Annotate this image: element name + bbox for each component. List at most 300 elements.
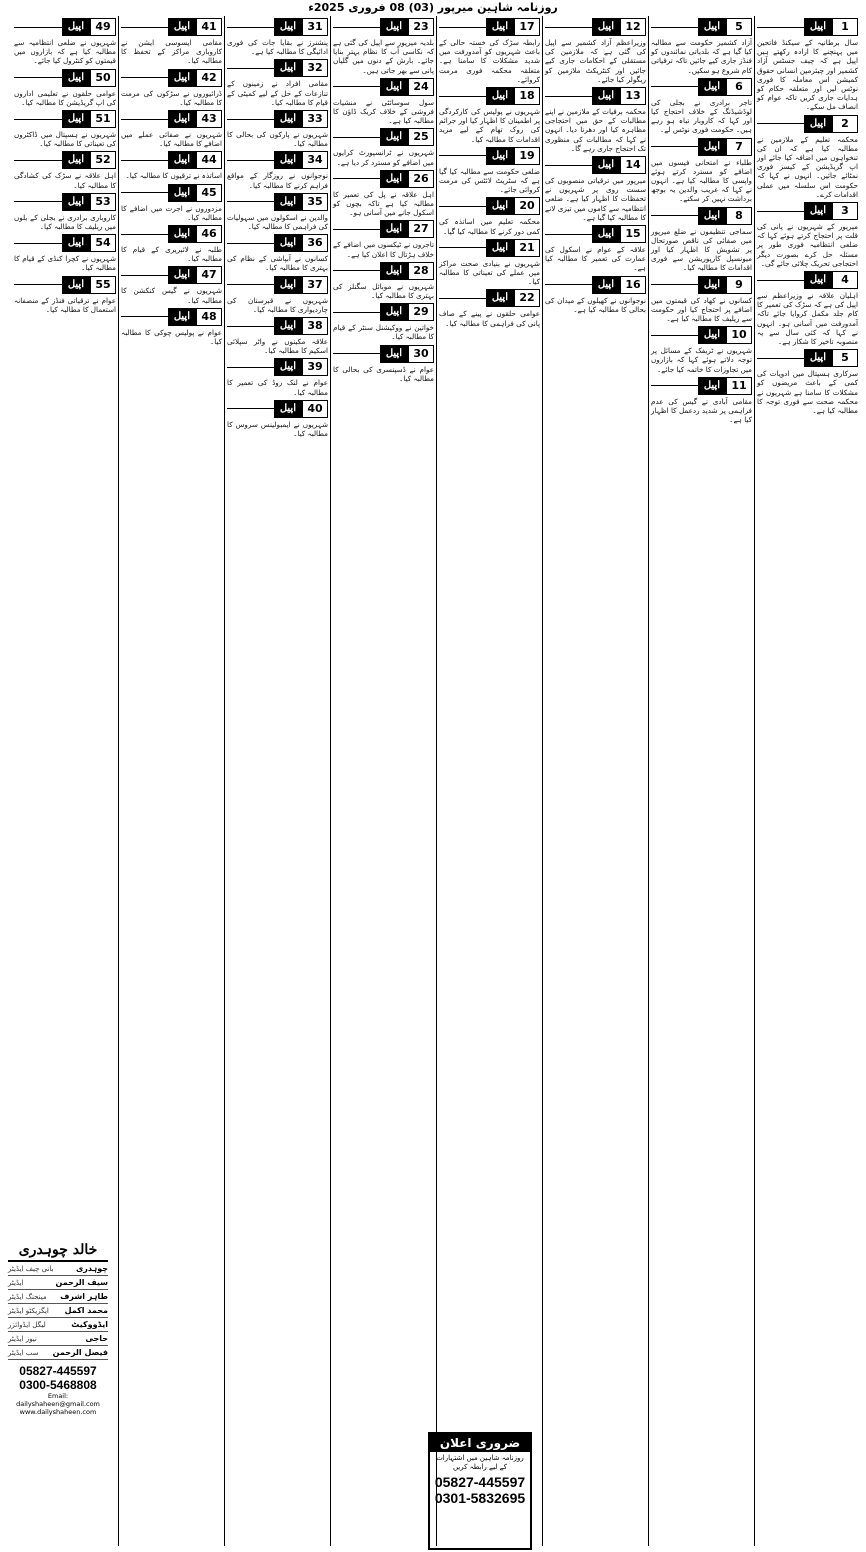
news-item-label: اپیل [804,202,832,220]
news-item [439,147,540,195]
news-item-text: مزدوروں نے اجرت میں اضافے کا مطالبہ کیا۔ [121,203,222,222]
header-rule [227,367,274,368]
news-item-header [651,78,752,96]
news-item-number: 39 [302,358,328,376]
header-rule [545,284,592,285]
news-item-text: شہریوں نے ایمبولینس سروس کا مطالبہ کیا۔ [227,419,328,439]
header-rule [14,160,62,161]
news-item-number: 28 [408,262,434,280]
news-item [757,349,858,415]
news-item [14,193,116,231]
news-item-label: اپیل [592,18,620,36]
news-item-number: 24 [408,78,434,96]
news-item [333,220,434,258]
news-item-number: 10 [726,326,752,344]
news-item [121,266,222,304]
news-item-header [333,345,434,363]
staff-box [8,1240,108,1416]
header-rule [333,312,380,313]
news-item-header [545,87,646,105]
news-item [121,151,222,180]
news-item-label: اپیل [274,110,302,128]
news-item-header [121,308,222,326]
news-item-header [651,276,752,294]
news-item-number: 7 [726,138,752,156]
news-item-number: 31 [302,18,328,36]
phone-2: 0300-5468808 [19,1378,97,1392]
news-item-text: شہریوں نے ضلعی انتظامیہ سے مطالبہ کیا ہے کہ بازاروں میں قیمتوں کو کنٹرول کیا جائے۔ [14,38,116,66]
news-item-text: اساتذہ نے ترقیوں کا مطالبہ کیا۔ [125,171,222,181]
header-rule [651,284,698,285]
news-item-text: کسانوں نے کھاد کی قیمتوں میں اضافے پر احتجاج کیا اور حکومت سے ریلیف کا مطالبہ کیا ہے۔ [651,295,752,324]
news-item-text: عوام نے ترقیاتی فنڈز کے منصفانہ استعمال کا مطالبہ کیا۔ [14,295,116,314]
news-item-header [227,358,328,376]
news-item-text: محکمہ تعلیم کے ملازمین نے مطالبہ کیا ہے کہ ان کی تنخواہوں میں اضافہ کیا جائے اور اپ گریڈیشن کے کیسز فوری نمٹائے جائیں۔ انہوں نے کہا کہ حکومت اس سلسلہ میں عملی اقدامات کرے۔ [757,134,858,199]
staff-name: محمد اکمل [64,1306,108,1315]
news-item [439,18,540,84]
news-item-label: اپیل [62,69,90,87]
news-item-header [14,193,116,211]
news-item-header [227,18,328,36]
news-item-number: 53 [90,193,116,211]
news-item-header [757,115,858,133]
news-item [227,59,328,107]
news-item-number: 20 [514,197,540,215]
header-rule [757,358,804,359]
notice-box [428,1432,532,1550]
news-item-text: عوام نے پولیس چوکی کا مطالبہ کیا۔ [121,327,222,347]
news-item-number: 38 [302,317,328,335]
news-item-header [227,400,328,418]
news-item-label: اپیل [62,234,90,252]
masthead: روزنامہ شاہین میرپور (03) 08 فروری 2025ء [308,1,558,14]
news-item-text: تاجروں نے ٹیکسوں میں اضافے کے خلاف ہڑتال کا اعلان کیا ہے۔ [333,240,434,259]
news-item [439,239,540,287]
news-item-text: شہریوں نے کچرا کنڈی کے قیام کا مطالبہ کیا۔ [14,254,116,273]
header-rule [545,27,592,28]
news-item-text: رابطہ سڑک کی خستہ حالی کے باعث شہریوں کو آمدورفت میں شدید مشکلات کا سامنا ہے۔ متعلقہ محکمہ فوری مرمت کروائے۔ [439,38,540,84]
staff-row [8,1262,108,1276]
header-rule [333,229,380,230]
news-item-number: 2 [832,115,858,133]
news-column [542,16,648,1546]
header-rule [121,316,168,317]
news-item-header [757,18,858,36]
news-item-label: اپیل [592,276,620,294]
news-item-header [757,202,858,220]
news-item-number: 6 [726,78,752,96]
news-item-number: 25 [408,128,434,146]
news-item-label: اپیل [486,147,514,165]
news-item-text: شہریوں نے موبائل سگنلز کی بہتری کا مطالبہ کیا۔ [333,281,434,301]
news-item [439,289,540,327]
news-item-header [333,18,434,36]
news-item-label: اپیل [698,276,726,294]
news-item-label: اپیل [486,18,514,36]
news-item-number: 15 [620,225,646,243]
staff-name: سیف الرحمن [55,1278,108,1287]
news-item-number: 55 [90,276,116,294]
header-rule [227,284,274,285]
news-item-label: اپیل [592,87,620,105]
news-item-number: 35 [302,193,328,211]
news-item [333,303,434,341]
news-item [227,317,328,355]
news-item-text: طلبہ نے لائبریری کے قیام کا مطالبہ کیا۔ [121,245,222,264]
staff-role: ایگزیکٹو ایڈیٹر [8,1306,49,1315]
news-item [227,110,328,148]
news-item-label: اپیل [62,18,90,36]
header-rule [439,27,486,28]
news-item-text: شہریوں نے ہسپتال میں ڈاکٹروں کی تعیناتی کا مطالبہ کیا۔ [14,130,116,149]
news-item-text: طلباء نے امتحانی فیسوں میں اضافے کو مسترد کرتے ہوئے واپسی کا مطالبہ کیا ہے۔ انہوں نے کہا کہ غریب والدین یہ بوجھ برداشت نہیں کر سکتے۔ [651,157,752,204]
header-rule [227,160,274,161]
header-rule [545,96,592,97]
news-item-label: اپیل [380,170,408,188]
news-item-number: 44 [196,151,222,169]
staff-row [8,1304,108,1318]
header-rule [227,408,274,409]
news-item-number: 3 [832,202,858,220]
news-item-label: اپیل [380,78,408,96]
news-item-text: آزاد کشمیر حکومت سے مطالبہ کیا گیا ہے کہ بلدیاتی نمائندوں کو فنڈز جاری کیے جائیں تاکہ ترقیاتی کام شروع ہو سکیں۔ [651,38,752,75]
news-item [121,184,222,222]
news-item-text: نوجوانوں نے روزگار کے مواقع فراہم کرنے کا مطالبہ کیا۔ [227,171,328,190]
news-item-header [439,87,540,105]
header-rule [333,137,380,138]
staff-role: سب ایڈیٹر [8,1348,39,1357]
news-item-text: شہریوں نے ٹریفک کے مسائل پر توجہ دلاتے ہوئے کہا کہ بازاروں میں تجاوزات کا خاتمہ کیا جائے۔ [651,346,752,374]
header-rule [333,86,380,87]
news-item-text: سال برطانیہ کے سیکنڈ فاتحین میں پہنچنے کا ارادہ رکھتے ہیں اپیل ہے کہ چیف جسٹس آزاد کشمیر اور چیئرمین انسانی حقوق کمیشن اس معاملہ کا فوری نوٹس لیں اور متعلقہ حکام کو ہدایات جاری کریں تاکہ عوام کو انصاف مل سکے۔ [757,38,858,112]
news-item-label: اپیل [62,151,90,169]
news-item-text: پنشنرز نے بقایا جات کی فوری ادائیگی کا مطالبہ کیا ہے۔ [227,38,328,57]
header-rule [757,123,804,124]
news-item-text: بلدیہ میرپور سے اپیل کی گئی ہے کہ نکاسی آب کا نظام بہتر بنایا جائے۔ بارش کے دنوں میں گلیاں پانی سے بھر جاتی ہیں۔ [333,38,434,75]
news-item-label: اپیل [168,308,196,326]
news-item [121,308,222,346]
notice-body: روزنامہ شاہین میں اشتہارات کے لیے رابطہ کریں [436,1454,524,1471]
news-item-header [227,110,328,128]
header-rule [439,298,486,299]
header-rule [757,280,804,281]
news-item [14,110,116,148]
news-item-label: اپیل [486,239,514,257]
news-column [754,16,860,1546]
news-item-number: 46 [196,225,222,243]
header-rule [14,27,62,28]
news-item-number: 42 [196,69,222,87]
news-column [224,16,330,1546]
news-item [439,197,540,235]
news-item-number: 29 [408,303,434,321]
news-item [227,193,328,231]
news-item-label: اپیل [804,349,832,367]
staff-name: چوہدری [75,1264,108,1273]
news-item [227,276,328,314]
news-item-text: عوامی حلقوں نے تعلیمی اداروں کی اپ گریڈیشن کا مطالبہ کیا۔ [14,88,116,107]
header-rule [227,27,274,28]
email: Email: dailyshaheen@gmail.com [16,1392,100,1408]
staff-role: ایڈیٹر [8,1278,24,1287]
staff-role: بانی چیف ایڈیٹر [8,1264,54,1273]
header-rule [121,234,168,235]
staff-role: لیگل ایڈوائزر [8,1320,46,1329]
news-item-label: اپیل [698,138,726,156]
news-item-label: اپیل [274,358,302,376]
news-item-header [545,156,646,174]
news-item-number: 22 [514,289,540,307]
header-rule [14,284,62,285]
news-item-text: عوامی حلقوں نے پینے کے صاف پانی کی فراہمی کا مطالبہ کیا۔ [439,309,540,328]
news-item-header [121,69,222,87]
news-item-label: اپیل [380,18,408,36]
news-item-header [227,193,328,211]
news-item-text: شہریوں نے قبرستان کی چاردیواری کا مطالبہ کیا۔ [227,295,328,314]
news-item [757,202,858,268]
header-rule [333,270,380,271]
news-item [333,128,434,166]
news-item [651,78,752,135]
news-item [545,156,646,222]
news-item-number: 4 [832,271,858,289]
news-item [14,276,116,314]
news-item [545,87,646,153]
news-item [651,138,752,204]
header-rule [227,119,274,120]
news-item-label: اپیل [804,115,832,133]
news-item-label: اپیل [380,220,408,238]
news-item-label: اپیل [698,207,726,225]
news-item-label: اپیل [168,184,196,202]
news-item-label: اپیل [804,18,832,36]
news-item [545,18,646,84]
staff-row [8,1332,108,1346]
news-item [333,78,434,126]
news-item-label: اپیل [698,78,726,96]
news-item [14,151,116,189]
news-item-number: 27 [408,220,434,238]
header-rule [651,146,698,147]
news-item-number: 11 [726,377,752,395]
news-item-label: اپیل [274,59,302,77]
news-item-header [14,234,116,252]
news-item-number: 48 [196,308,222,326]
news-item-header [227,317,328,335]
news-item-text: ڈرائیوروں نے سڑکوں کی مرمت کا مطالبہ کیا۔ [121,88,222,107]
news-item-text: کسانوں نے آبپاشی کے نظام کی بہتری کا مطالبہ کیا۔ [227,254,328,273]
news-item-header [757,271,858,289]
news-item-header [651,377,752,395]
news-item-text: اہل علاقہ نے پل کی تعمیر کا مطالبہ کیا ہے تاکہ بچوں کو اسکول جانے میں آسانی ہو۔ [333,189,434,218]
news-item-number: 13 [620,87,646,105]
news-item [121,69,222,107]
news-item-label: اپیل [168,151,196,169]
news-item-label: اپیل [168,110,196,128]
news-column [648,16,754,1546]
notice-title: ضروری اعلان [430,1434,530,1452]
news-item [651,326,752,374]
staff-role: نیوز ایڈیٹر [8,1334,37,1343]
staff-row [8,1318,108,1332]
news-item-text: مقامی آبادی نے گیس کی عدم فراہمی پر شدید ردعمل کا اظہار کیا ہے۔ [651,396,752,425]
news-item-header [227,276,328,294]
news-item [121,110,222,148]
news-item-label: اپیل [62,193,90,211]
news-item-text: شہریوں نے بنیادی صحت مراکز میں عملے کی تعیناتی کا مطالبہ کیا۔ [439,258,540,287]
notice-phone-1: 05827-445597 [434,1474,526,1490]
news-item [545,225,646,273]
news-item [14,234,116,272]
news-item [227,18,328,56]
news-item-number: 26 [408,170,434,188]
news-item-text: محکمہ تعلیم میں اساتذہ کی کمی دور کرنے کا مطالبہ کیا گیا۔ [439,217,540,236]
news-item-label: اپیل [274,317,302,335]
news-item-number: 8 [726,207,752,225]
news-item-label: اپیل [698,377,726,395]
news-item-label: اپیل [804,271,832,289]
news-item-label: اپیل [380,262,408,280]
header-rule [439,206,486,207]
news-item-header [333,170,434,188]
news-item [333,170,434,218]
news-item-text: اہلیان علاقہ نے وزیراعظم سے اپیل کی ہے کہ سڑک کی تعمیر کا کام جلد مکمل کروایا جائے تاکہ آمدورفت میں آسانی ہو۔ انہوں نے کہا کہ کئی سال سے یہ منصوبہ تاخیر کا شکار ہے۔ [757,291,858,347]
header-rule [439,155,486,156]
news-item-text: نوجوانوں نے کھیلوں کے میدان کی بحالی کا مطالبہ کیا ہے۔ [545,295,646,314]
staff-row [8,1290,108,1304]
news-item-header [545,276,646,294]
header-rule [121,77,168,78]
staff-role: مینجنگ ایڈیٹر [8,1292,47,1301]
news-item-number: 51 [90,110,116,128]
news-item-text: ضلعی حکومت سے مطالبہ کیا گیا ہے کہ سٹریٹ لائٹس کی مرمت کروائی جائے۔ [439,166,540,195]
news-item-number: 9 [726,276,752,294]
news-item-text: مقامی افراد نے زمینوں کے تنازعات کے حل کے لیے کمیٹی کے قیام کا مطالبہ کیا۔ [227,79,328,107]
staff-name: ایڈووکیٹ [71,1320,108,1329]
header-rule [651,86,698,87]
news-item-number: 23 [408,18,434,36]
news-item-header [333,220,434,238]
news-item-label: اپیل [698,326,726,344]
news-item-header [439,289,540,307]
news-item-label: اپیل [274,234,302,252]
news-item-number: 37 [302,276,328,294]
news-item-text: تاجر برادری نے بجلی کی لوڈشیڈنگ کے خلاف احتجاج کیا اور کہا کہ کاروبار تباہ ہو رہے ہیں۔ حکومت فوری نوٹس لے۔ [651,97,752,135]
news-item [439,87,540,144]
news-item-text: علاقہ کے عوام نے اسکول کی عمارت کی تعمیر کا مطالبہ کیا ہے۔ [545,245,646,273]
header-rule [545,234,592,235]
header-rule [14,243,62,244]
news-item-label: اپیل [62,276,90,294]
news-item [14,69,116,107]
news-item-text: سرکاری ہسپتال میں ادویات کی کمی کے باعث مریضوں کو مشکلات کا سامنا ہے شہریوں نے محکمہ صحت سے فوری توجہ کا مطالبہ کیا ہے۔ [757,369,858,416]
news-item-number: 54 [90,234,116,252]
news-item-label: اپیل [380,128,408,146]
news-item-number: 36 [302,234,328,252]
news-item-text: والدین نے اسکولوں میں سہولیات کی فراہمی کا مطالبہ کیا۔ [227,212,328,232]
news-item-header [333,262,434,280]
news-item [227,400,328,438]
news-item-header [757,349,858,367]
news-item-header [439,239,540,257]
news-item-header [651,326,752,344]
header-rule [227,326,274,327]
news-item-header [651,18,752,36]
news-item-number: 16 [620,276,646,294]
news-item-header [121,184,222,202]
news-item-text: کاروباری برادری نے بجلی کے بلوں میں ریلیف کا مطالبہ کیا۔ [14,212,116,232]
news-item-label: اپیل [168,18,196,36]
chief-name: خالد چوہدری [18,1242,98,1258]
news-item-number: 12 [620,18,646,36]
news-item-number: 43 [196,110,222,128]
staff-row [8,1276,108,1290]
phone-1: 05827-445597 [19,1364,97,1378]
news-item-label: اپیل [274,400,302,418]
news-item-number: 1 [832,18,858,36]
news-item [651,18,752,75]
news-item-text: علاقہ مکینوں نے واٹر سپلائی اسکیم کا مطالبہ کیا۔ [227,337,328,356]
news-item-header [121,266,222,284]
news-item [757,18,858,112]
header-rule [545,165,592,166]
news-item-label: اپیل [168,266,196,284]
staff-name: فیصل الرحمن [52,1348,108,1357]
news-item-header [333,78,434,96]
news-item [651,207,752,273]
news-item-label: اپیل [168,225,196,243]
header-rule [121,119,168,120]
news-item [227,151,328,189]
news-item-header [14,69,116,87]
news-item-number: 41 [196,18,222,36]
news-item-label: اپیل [274,276,302,294]
news-item-label: اپیل [592,225,620,243]
header-rule [227,243,274,244]
news-item [757,271,858,346]
news-item-label: اپیل [62,110,90,128]
columns-container [8,16,860,1552]
header-rule [333,27,380,28]
news-item [333,18,434,75]
news-item-number: 14 [620,156,646,174]
header-rule [121,192,168,193]
news-item-header [14,110,116,128]
news-item-number: 30 [408,345,434,363]
news-column [330,16,436,1546]
news-item-text: عوام نے ڈسپنسری کی بحالی کا مطالبہ کیا۔ [333,364,434,383]
news-item [333,345,434,383]
news-item-header [333,128,434,146]
news-item-header [545,225,646,243]
news-item [545,276,646,314]
header-rule [757,27,804,28]
news-item [651,276,752,324]
news-item-number: 32 [302,59,328,77]
notice-phone-2: 0301-5832695 [434,1490,526,1506]
header-rule [121,275,168,276]
news-item-label: اپیل [486,87,514,105]
news-item [651,377,752,425]
news-item-header [121,18,222,36]
news-item [121,18,222,66]
news-item-number: 40 [302,400,328,418]
news-item-text: شہریوں نے پولیس کی کارکردگی پر اطمینان کا اظہار کیا اور جرائم کی روک تھام کے لیے مزید اقدامات کا مطالبہ کیا۔ [439,107,540,144]
news-item-number: 47 [196,266,222,284]
news-item-label: اپیل [274,151,302,169]
news-item-label: اپیل [380,345,408,363]
news-item [757,115,858,199]
